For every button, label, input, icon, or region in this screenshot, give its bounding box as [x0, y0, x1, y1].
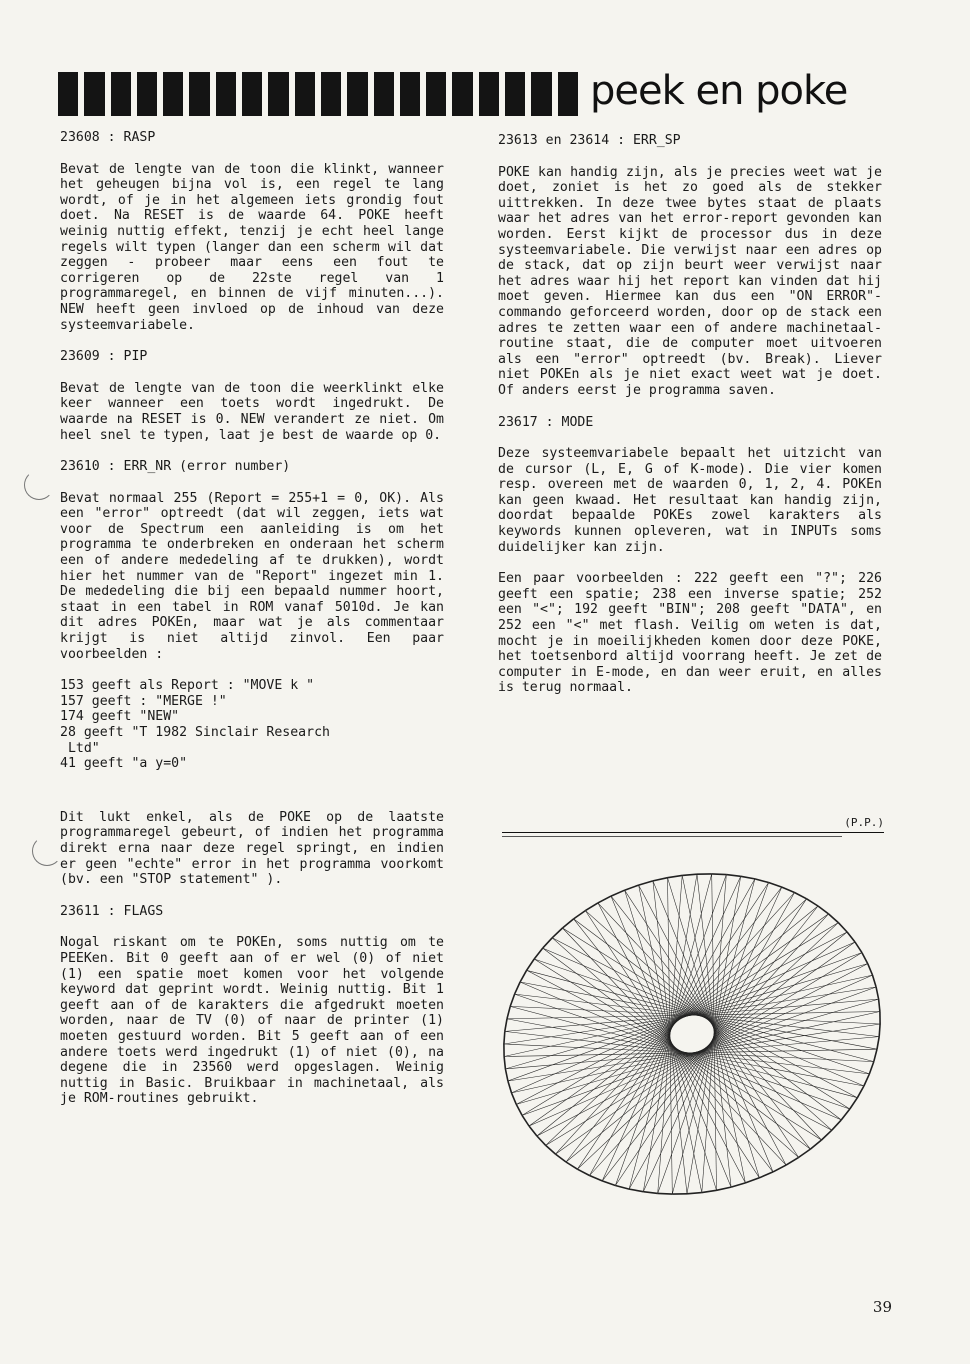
section-title-flags: 23611 : FLAGS [60, 903, 164, 919]
section-body-flags: Nogal riskant om te POKEn, soms nuttig om te PEEKen. Bit 0 geeft aan of er wel (0) of niet (1) een spatie moet komen voor het volgende keyword dat geprint wordt. Weinig nuttig. Bit 1 geeft aan of de karakters die afgedrukt moeten worden, naar de TV (0) of naar de printer (1) moeten gestuurd worden. Bit 5 geeft aan of een andere toets werd ingedrukt (1) of niet (0), na degene die in 23560 werd opgeslagen. Weinig nuttig in Basic. Bruikbaar in machinetaal, als je ROM-routines gebruikt. [60, 935, 444, 1107]
punch-hole-mark [24, 470, 54, 500]
page-title: peek en poke [590, 68, 848, 114]
example-line: 157 geeft : "MERGE !" [60, 693, 227, 709]
example-line: 41 geeft "a y=0" [60, 756, 188, 772]
punch-hole-mark [32, 836, 62, 866]
section-body-pip: Bevat de lengte van de toon die weerklinkt elke keer wanneer een toets wordt ingedrukt. De waarde na RESET is 0. NEW verandert ze niet. Om heel snel te typen, laat je best de waarde op 0. [60, 380, 444, 443]
header-decor-bar [58, 72, 578, 116]
section-title-rasp: 23608 : RASP [60, 130, 156, 145]
section-body-mode: Deze systeemvariabele bepaalt het uitzicht van de cursor (L, E, G of K-mode). Die vier komen resp. overeen met de waarden 0, 1, 2, 4. POKEn kan geen kwaad. Het resultaat kan handig zijn, doordat bepaalde POKEs zowel karakters als keywords kunnen opleveren, wat in INPUTs soms duidelijker kan zijn. [498, 446, 882, 555]
section-title-err-sp: 23613 en 23614 : ERR_SP [498, 133, 681, 148]
signature-rule [502, 818, 884, 833]
right-column [498, 133, 882, 712]
section-title-err-nr: 23610 : ERR_NR (error number) [60, 459, 291, 475]
page-number: 39 [872, 1298, 892, 1316]
section-body-err-sp: POKE kan handig zijn, als je precies weet wat je doet, zoniet is het zo goed als de stekker uittrekken. In deze twee bytes staat de plaats waar het adres van het error-report gevonden kan worden. Eerst kijkt de processor dus in deze systeemvariabele. Die verwijst naar een adres op de stack, dat op zijn beurt weer verwijst naar het adres waar hij het report kan vinden dat hij moet geven. Hiermee kan dus een "ON ERROR"-commando geforceerd worden, door op de stack een adres te zetten waar een of andere machinetaal-routine staat, die de computer moet uitvoeren als een "error" optreedt (bv. Break). Liever niet POKEn als je niet exact weet wat je doet. Of anders eerst je programma saven. [498, 164, 882, 398]
section-title-mode: 23617 : MODE [498, 414, 594, 430]
err-nr-examples [60, 678, 444, 772]
left-column [60, 130, 444, 1123]
section-body-err-nr: Bevat normaal 255 (Report = 255+1 = 0, OK). Als een "error" optreedt (dat wil zeggen, iets wat voor de Spectrum een aanleiding is om het programma te onderbreken en onderaan het scherm een of andere mededeling af te drukken), wordt hier het nummer van de "Report" ingezet min 1. De mededeling die bij een bepaald nummer hoort, staat in een tabel in ROM vanaf 5010d. Je kan dit adres POKEn, maar wat je als commentaar krijgt is niet altijd zinvol. Een paar voorbeelden : [60, 490, 444, 662]
section-title-pip: 23609 : PIP [60, 349, 148, 365]
section-body-rasp: Bevat de lengte van de toon die klinkt, wanneer het geheugen bijna vol is, een regel te lang wordt, of je in het algemeen iets grondig fout doet. Na RESET is de waarde 64. POKE heeft weinig nuttig effekt, tenzij je echt heel lange regels wilt typen (langer dan een scherm wil dat zeggen - probeer maar eens een fout te corrigeren op de 22ste regel van 1 programmaregel, en binnen de vijf minuten...). NEW heeft geen invloed op de inhoud van deze systeemvariabele. [60, 161, 444, 333]
example-line: 174 geeft "NEW" [60, 709, 180, 725]
string-art-figure [496, 864, 888, 1204]
author-signature: (P.P.) [844, 816, 884, 829]
example-line: 153 geeft als Report : "MOVE k " [60, 678, 315, 694]
section-body-mode-examples: Een paar voorbeelden : 222 geeft een "?"; 226 geeft een spatie; 238 een inverse spatie; 252 een "<"; 192 geeft "BIN"; 208 geeft "DATA", en 252 een "<" met flash. Veilig om weten is dat, mocht je in moeilijkheden komen door deze POKE, het toetsenbord altijd voorrang heeft. Je zet de computer in E-mode, en dan weer eruit, en alles is terug normaal. [498, 571, 882, 696]
section-body-err-nr-2: Dit lukt enkel, als de POKE op de laatste programmaregel gebeurt, of indien het programma direkt erna naar deze regel springt, en indien er geen "echte" error in het programma voorkomt (bv. een "STOP statement" ). [60, 809, 444, 888]
example-line: 28 geeft "T 1982 Sinclair Research Ltd" [60, 725, 330, 756]
signature-underline [502, 836, 842, 837]
